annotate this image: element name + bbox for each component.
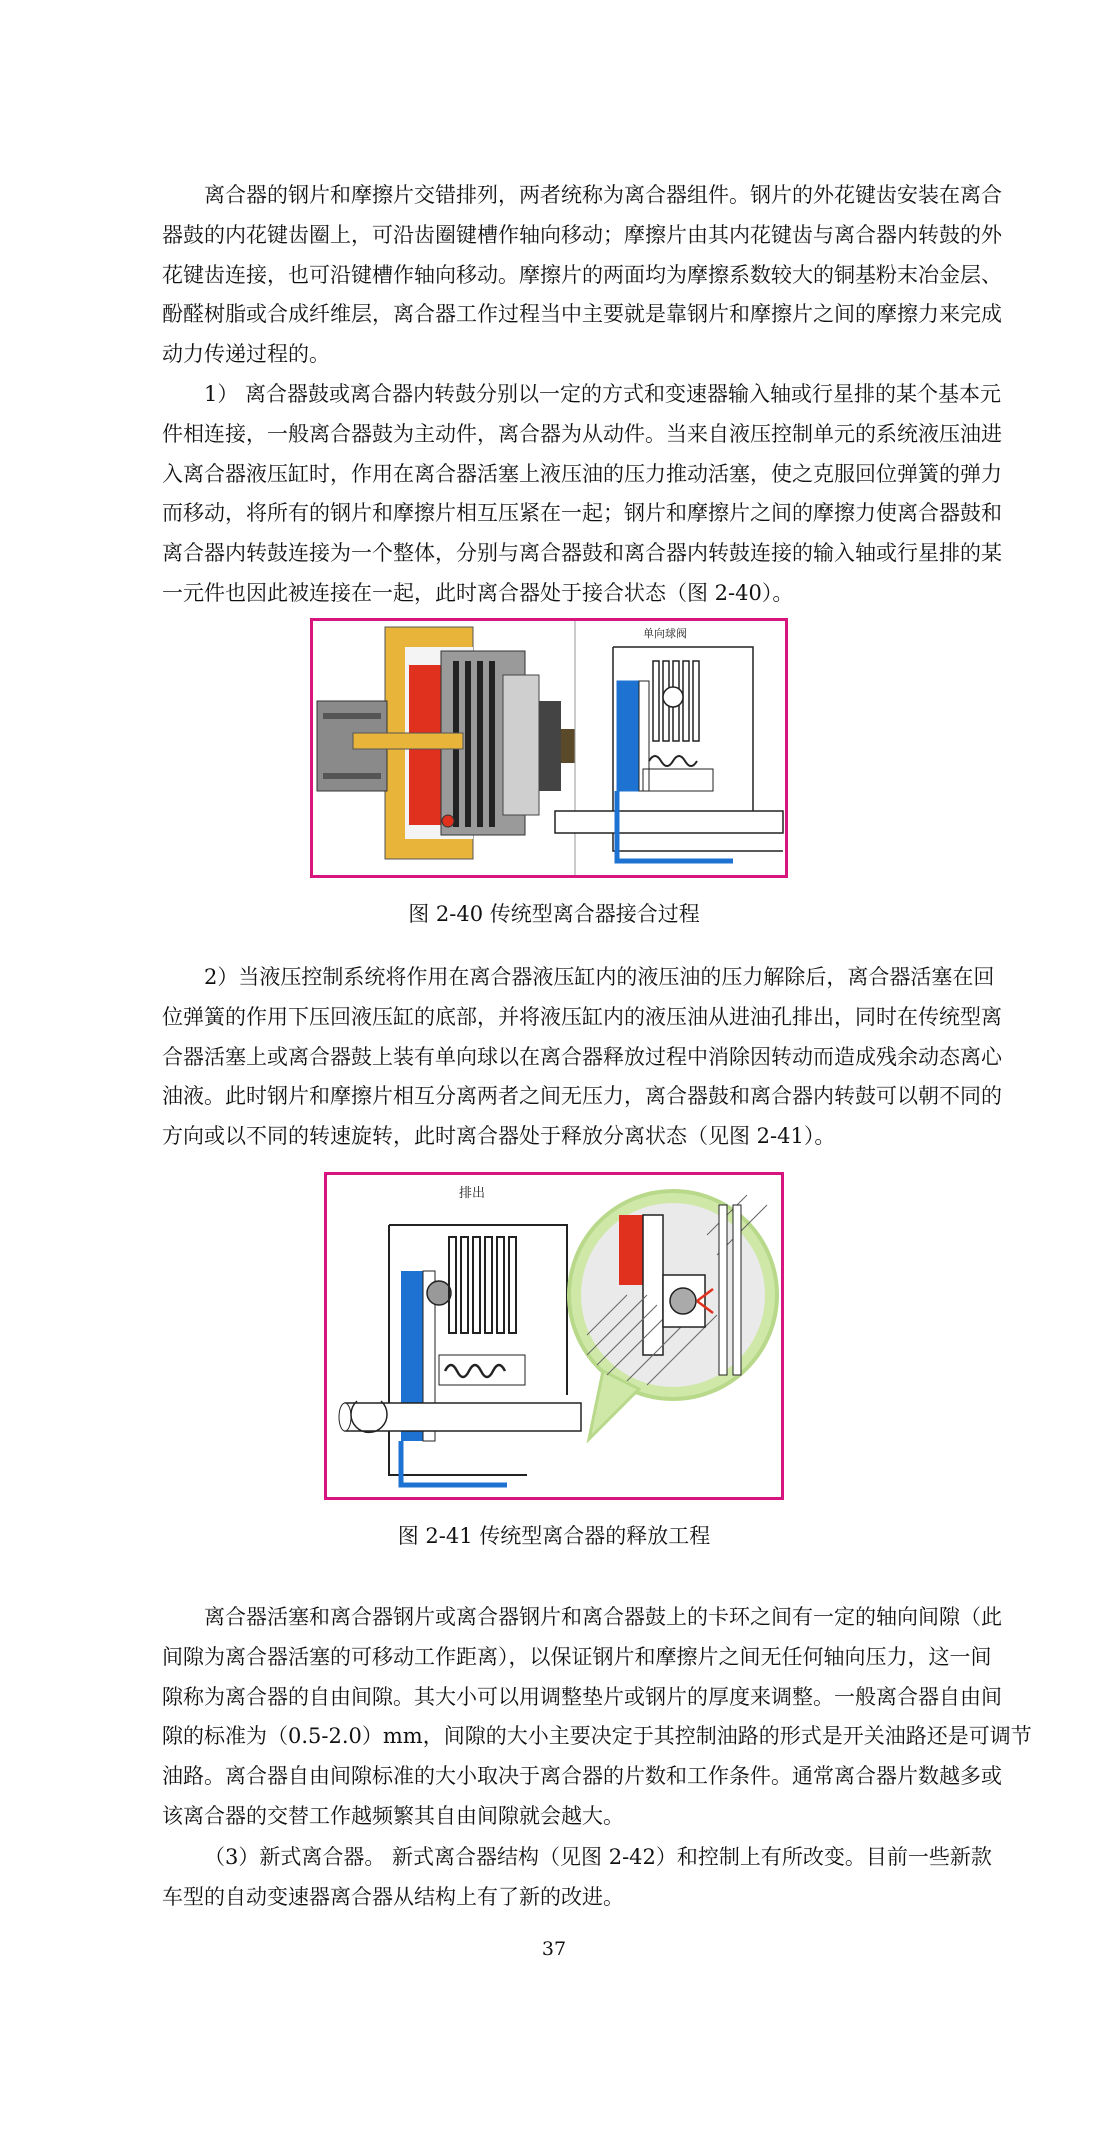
text-line: 车型的自动变速器离合器从结构上有了新的改进。	[162, 1884, 624, 1909]
text-line: 合器活塞上或离合器鼓上装有单向球以在离合器释放过程中消除因转动而造成残余动态离心	[162, 1044, 1002, 1069]
text-line: 隙的标准为（0.5-2.0）mm，间隙的大小主要决定于其控制油路的形式是开关油路还是可调节	[162, 1724, 1032, 1749]
text-line: 动力传递过程的。	[162, 342, 330, 367]
text-line: 件相连接，一般离合器鼓为主动件，离合器为从动件。当来自液压控制单元的系统液压油进	[162, 421, 1002, 446]
paragraph-3	[162, 958, 1002, 1157]
text-line: 隙称为离合器的自由间隙。其大小可以用调整垫片或钢片的厚度来调整。一般离合器自由间	[162, 1684, 1002, 1709]
text-line: （3）新式离合器。 新式离合器结构（见图 2-42）和控制上有所改变。目前一些新款	[204, 1845, 992, 1869]
drain-label: 排出	[459, 1186, 486, 1201]
text-line: 2）当液压控制系统将作用在离合器液压缸内的液压油的压力解除后，离合器活塞在回	[204, 965, 995, 989]
figure-2-41	[324, 1172, 784, 1500]
text-line: 1） 离合器鼓或离合器内转鼓分别以一定的方式和变速器输入轴或行星排的某个基本元	[204, 382, 1002, 406]
text-line: 该离合器的交替工作越频繁其自由间隙就会越大。	[162, 1803, 624, 1828]
text-line: 离合器内转鼓连接为一个整体，分别与离合器鼓和离合器内转鼓连接的输入轴或行星排的某	[162, 541, 1002, 566]
text-line: 酚醛树脂或合成纤维层，离合器工作过程当中主要就是靠钢片和摩擦片之间的摩擦力来完成	[162, 302, 1002, 327]
paragraph-5	[162, 1838, 992, 1918]
text-line: 离合器的钢片和摩擦片交错排列，两者统称为离合器组件。钢片的外花键齿安装在离合	[204, 183, 1002, 207]
check-ball-valve-label: 单向球阀	[643, 627, 687, 640]
text-line: 离合器活塞和离合器钢片或离合器钢片和离合器鼓上的卡环之间有一定的轴向间隙（此	[204, 1605, 1002, 1629]
paragraph-2	[162, 375, 1002, 614]
paragraph-1	[162, 176, 1002, 375]
text-line: 花键齿连接，也可沿键槽作轴向移动。摩擦片的两面均为摩擦系数较大的铜基粉末冶金层、	[162, 262, 1002, 287]
clutch-release-diagram	[327, 1175, 781, 1497]
text-line: 一元件也因此被连接在一起，此时离合器处于接合状态（图 2-40）。	[162, 580, 794, 605]
page-number: 37	[541, 1938, 567, 1960]
paragraph-4	[162, 1598, 1032, 1837]
text-line: 位弹簧的作用下压回液压缸的底部，并将液压缸内的液压油从进油孔排出，同时在传统型离	[162, 1004, 1002, 1029]
clutch-engage-diagram	[313, 621, 785, 875]
text-line: 油液。此时钢片和摩擦片相互分离两者之间无压力，离合器鼓和离合器内转鼓可以朝不同的	[162, 1084, 1002, 1109]
text-line: 间隙为离合器活塞的可移动工作距离），以保证钢片和摩擦片之间无任何轴向压力，这一间	[162, 1644, 992, 1669]
text-line: 而移动，将所有的钢片和摩擦片相互压紧在一起；钢片和摩擦片之间的摩擦力使离合器鼓和	[162, 501, 1002, 526]
text-line: 方向或以不同的转速旋转，此时离合器处于释放分离状态（见图 2-41）。	[162, 1124, 836, 1149]
text-line: 入离合器液压缸时，作用在离合器活塞上液压油的压力推动活塞，使之克服回位弹簧的弹力	[162, 461, 1002, 486]
figure-caption-2-40: 图 2-40 传统型离合器接合过程	[408, 902, 700, 926]
figure-caption-2-41: 图 2-41 传统型离合器的释放工程	[397, 1524, 711, 1548]
text-line: 油路。离合器自由间隙标准的大小取决于离合器的片数和工作条件。通常离合器片数越多或	[162, 1764, 1002, 1789]
figure-2-40	[310, 618, 788, 878]
text-line: 器鼓的内花键齿圈上，可沿齿圈键槽作轴向移动；摩擦片由其内花键齿与离合器内转鼓的外	[162, 222, 1002, 247]
